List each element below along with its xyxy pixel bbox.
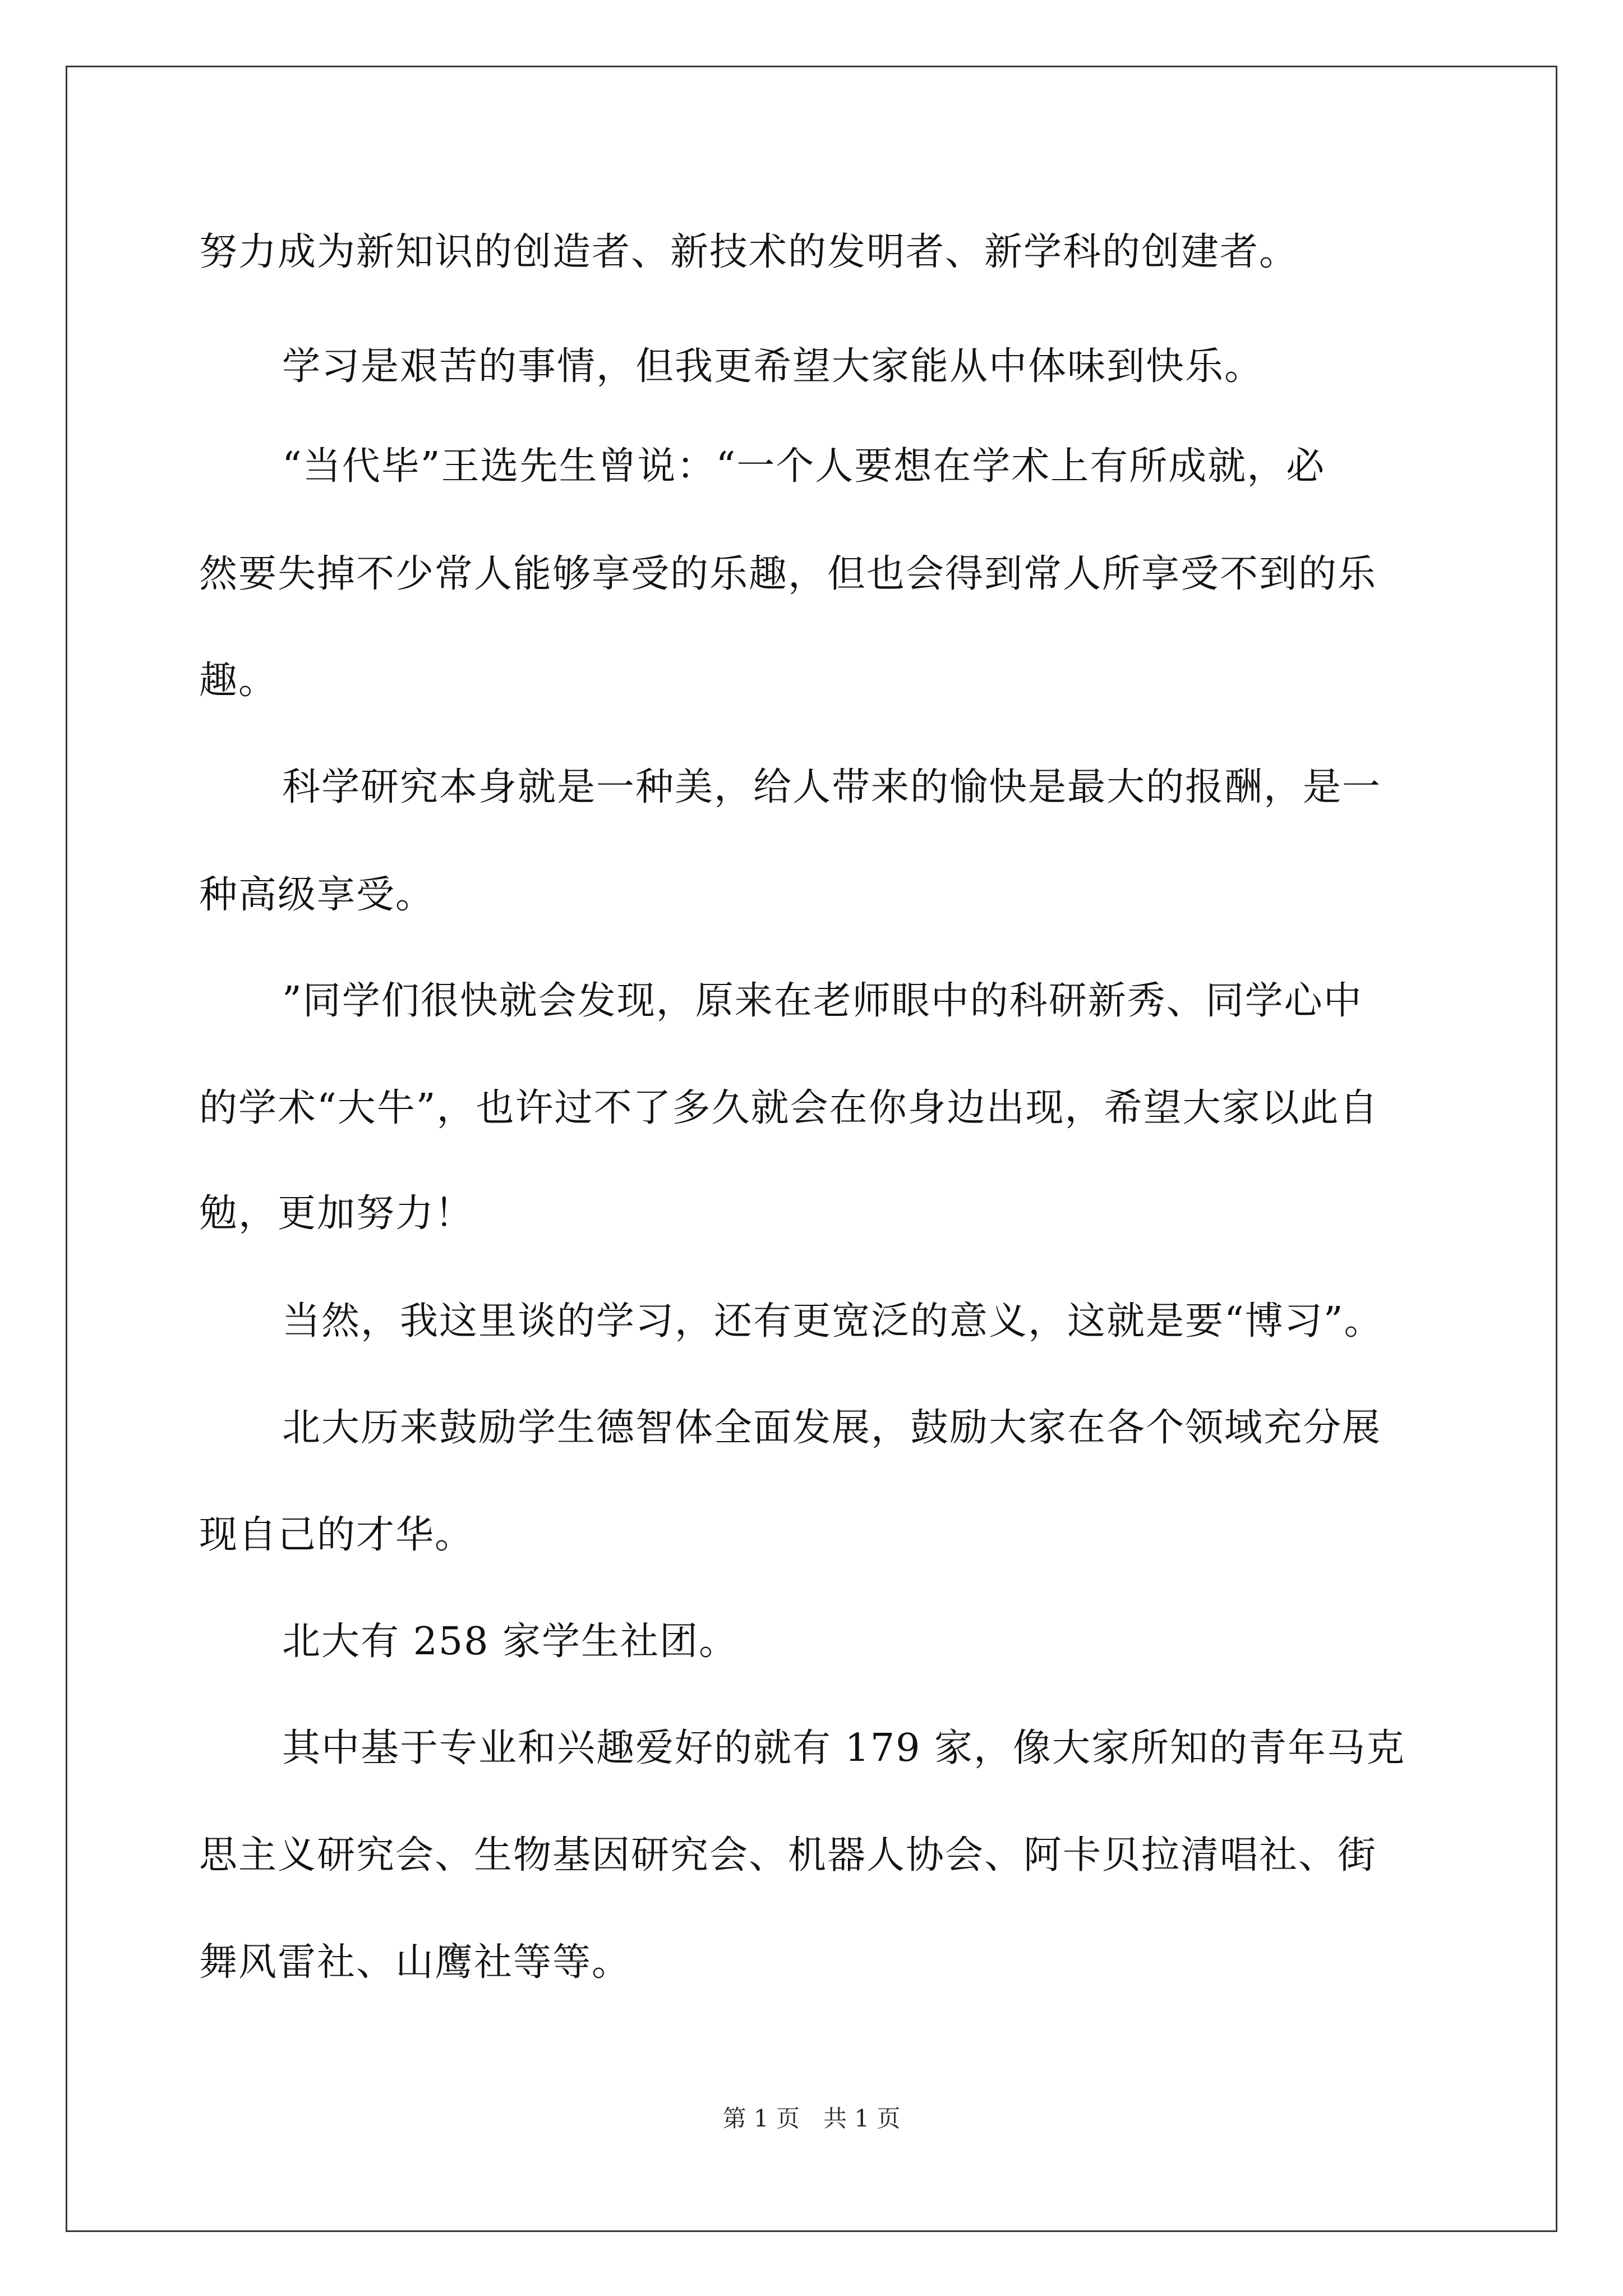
text-line-4: 然要失掉不少常人能够享受的乐趣，但也会得到常人所享受不到的乐 [199,552,1377,596]
text-line-2: 学习是艰苦的事情，但我更希望大家能从中体味到快乐。 [282,344,1264,389]
page-footer: 第 1 页 共 1 页 [722,2105,901,2132]
text-line-11: 当然，我这里谈的学习，还有更宽泛的意义，这就是要“博习”。 [282,1299,1384,1343]
text-line-15: 其中基于专业和兴趣爱好的就有 179 家，像大家所知的青年马克 [282,1726,1406,1770]
text-line-16: 思主义研究会、生物基因研究会、机器人协会、阿卡贝拉清唱社、街 [199,1833,1377,1878]
text-line-10: 勉，更加努力！ [199,1191,474,1236]
text-line-9: 的学术“大牛”，也许过不了多久就会在你身边出现，希望大家以此自 [199,1086,1379,1130]
text-line-12: 北大历来鼓励学生德智体全面发展，鼓励大家在各个领域充分展 [282,1406,1382,1450]
text-line-14: 北大有 258 家学生社团。 [282,1619,739,1664]
text-line-7: 种高级享受。 [199,873,435,917]
text-line-13: 现自己的才华。 [199,1513,474,1557]
text-line-17: 舞风雷社、山鹰社等等。 [199,1940,631,1985]
text-line-5: 趣。 [199,659,278,703]
text-line-8: ”同学们很快就会发现，原来在老师眼中的科研新秀、同学心中 [282,979,1363,1023]
text-line-6: 科学研究本身就是一种美，给人带来的愉快是最大的报酬，是一 [282,765,1382,809]
text-line-1: 努力成为新知识的创造者、新技术的发明者、新学科的创建者。 [199,230,1299,274]
text-line-3: “当代毕”王选先生曾说：“一个人要想在学术上有所成就，必 [282,444,1326,489]
page-border [66,66,1557,2232]
